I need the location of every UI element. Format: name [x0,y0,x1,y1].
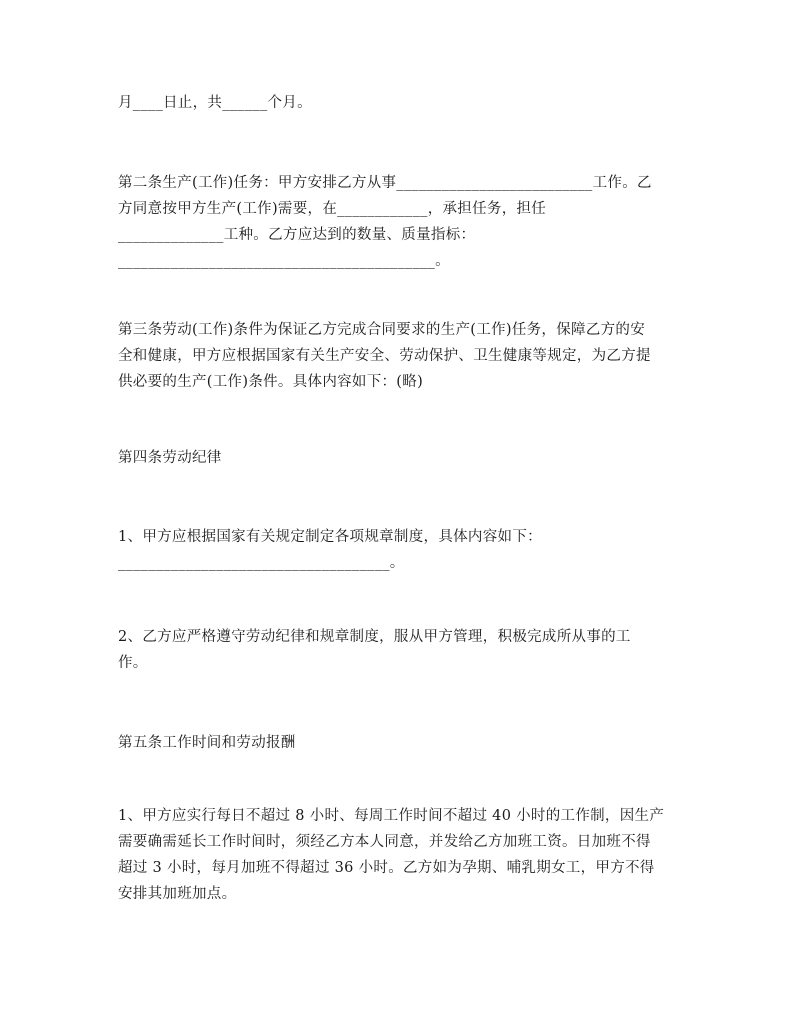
text-line: ______________工种。乙方应达到的数量、质量指标： [118,227,476,243]
paragraph-article-4-item-2 [118,624,688,676]
section-heading: 第四条劳动纪律 [118,450,222,466]
text-line: __________________________________________。 [118,253,450,269]
text-line: 月____日止，共______个月。 [118,95,312,111]
text-line: 安排其加班加点。 [118,886,237,902]
paragraph-term-end [118,90,688,116]
section-heading: 第五条工作时间和劳动报酬 [118,735,296,751]
text-line: 第三条劳动(工作)条件为保证乙方完成合同要求的生产(工作)任务，保障乙方的安 [118,322,646,338]
text-line: 2、乙方应严格遵守劳动纪律和规章制度，服从甲方管理，积极完成所从事的工 [118,629,631,645]
heading-article-4 [118,445,688,471]
text-line: 全和健康，甲方应根据国家有关生产安全、劳动保护、卫生健康等规定，为乙方提 [118,348,651,364]
text-line: 需要确需延长工作时间时，须经乙方本人同意，并发给乙方加班工资。日加班不得 [118,834,651,850]
text-line: 作。 [118,655,148,671]
heading-article-5 [118,730,688,756]
text-line: 供必要的生产(工作)条件。具体内容如下：(略) [118,374,424,390]
text-line: 1、甲方应根据国家有关规定制定各项规章制度，具体内容如下： [118,529,542,545]
paragraph-article-5-item-1 [118,803,688,907]
paragraph-article-3 [118,317,688,395]
text-line: 方同意按甲方生产(工作)需要，在____________，承担任务，担任 [118,201,547,217]
text-line: 1、甲方应实行每日不超过 8 小时、每周工作时间不超过 40 小时的工作制，因生产 [118,808,665,824]
text-line: 第二条生产(工作)任务：甲方安排乙方从事__________________________工作。乙 [118,175,652,191]
paragraph-article-4-item-1 [118,524,688,576]
text-line: ____________________________________。 [118,555,405,571]
paragraph-article-2 [118,170,688,274]
text-line: 超过 3 小时，每月加班不得超过 36 小时。乙方如为孕期、哺乳期女工，甲方不得 [118,860,655,876]
